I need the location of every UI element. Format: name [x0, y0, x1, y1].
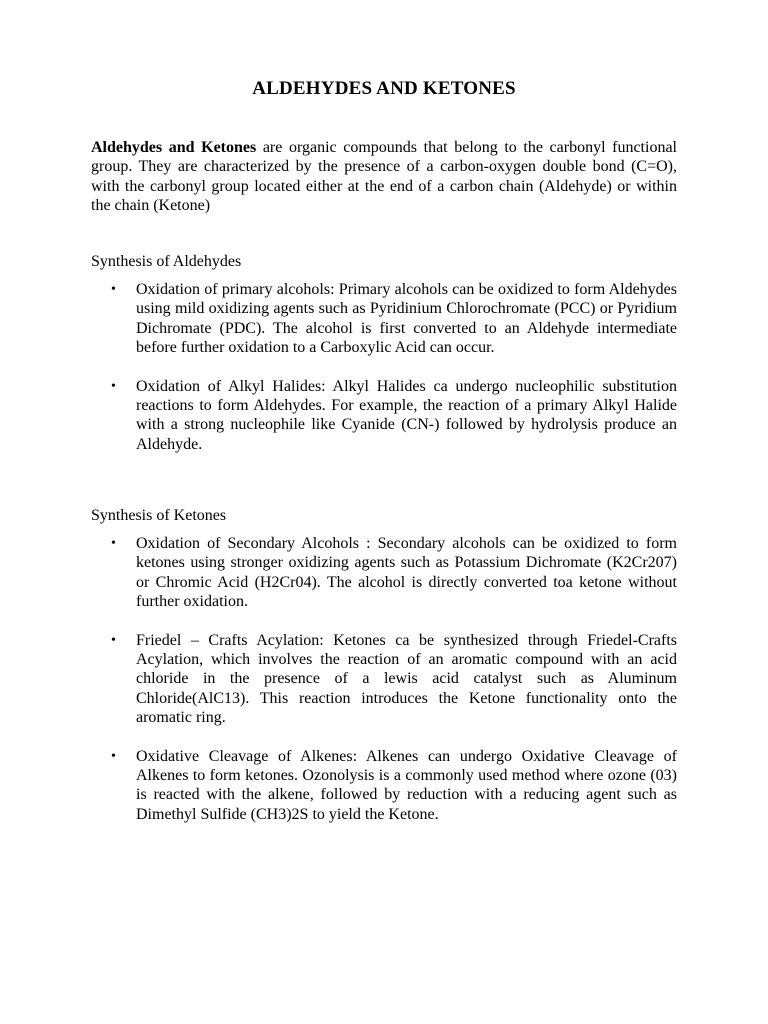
bullet-text: Oxidative Cleavage of Alkenes: Alkenes can undergo Oxidative Cleavage of Alkenes to form ketones. Ozonolysis is a commonly used method where ozone (03) is reacted with the alkene, followed by reduction with a reducing agent such as Dimethyl Sulfide (CH3)2S to yield the Ketone. — [136, 747, 677, 823]
bullet-text: Friedel – Crafts Acylation: Ketones ca be synthesized through Friedel-Crafts Acylation, which involves the reaction of an aromatic compound with an acid chloride in the presence of a lewis acid catalyst such as Aluminum Chloride(AlC13). This reaction introduces the Ketone functionality onto the aromatic ring. — [136, 631, 677, 727]
ketone-bullet-list — [91, 534, 677, 843]
section-heading-aldehydes: Synthesis of Aldehydes — [91, 253, 242, 270]
bullet-icon: • — [111, 748, 116, 764]
intro-bold-lead: Aldehydes and Ketones — [91, 139, 257, 156]
aldehyde-bullet-list — [91, 280, 677, 473]
bullet-icon: • — [111, 536, 116, 551]
list-item — [91, 280, 677, 358]
intro-text: are organic compounds that belong to the carbonyl functional group. They are characterized by the presence of a carbon-oxygen double bond (C=O), with the carbonyl group located either at the end of a carbon chain (Aldehyde) or within the chain (Ketone) — [91, 139, 677, 215]
bullet-icon: • — [111, 282, 116, 297]
bullet-text: Oxidation of primary alcohols: Primary alcohols can be oxidized to form Aldehydes using mild oxidizing agents such as Pyridinium Chlorochromate (PCC) or Pyridium Dichromate (PDC). The alcohol is first converted to an Aldehyde intermediate before further oxidation to a Carboxylic Acid can occur. — [136, 281, 677, 357]
bullet-text: Oxidation of Alkyl Halides: Alkyl Halides ca undergo nucleophilic substitution reactions to form Aldehydes. For example, the reaction of a primary Alkyl Halide with a strong nucleophile like Cyanide (CN-) followed by hydrolysis produce an Aldehyde. — [136, 377, 677, 453]
bullet-text: Oxidation of Secondary Alcohols : Secondary alcohols can be oxidized to form ketones using stronger oxidizing agents such as Potassium Dichromate (K2Cr207) or Chromic Acid (H2Cr04). The alcohol is directly converted toa ketone without further oxidation. — [136, 535, 677, 611]
section-heading-ketones: Synthesis of Ketones — [91, 507, 227, 524]
list-item — [91, 747, 677, 825]
intro-paragraph — [91, 138, 677, 216]
list-item — [91, 534, 677, 612]
list-item — [91, 377, 677, 455]
bullet-icon: • — [111, 378, 116, 394]
document-title: ALDEHYDES AND KETONES — [252, 78, 516, 99]
list-item — [91, 631, 677, 728]
bullet-icon: • — [111, 632, 116, 648]
